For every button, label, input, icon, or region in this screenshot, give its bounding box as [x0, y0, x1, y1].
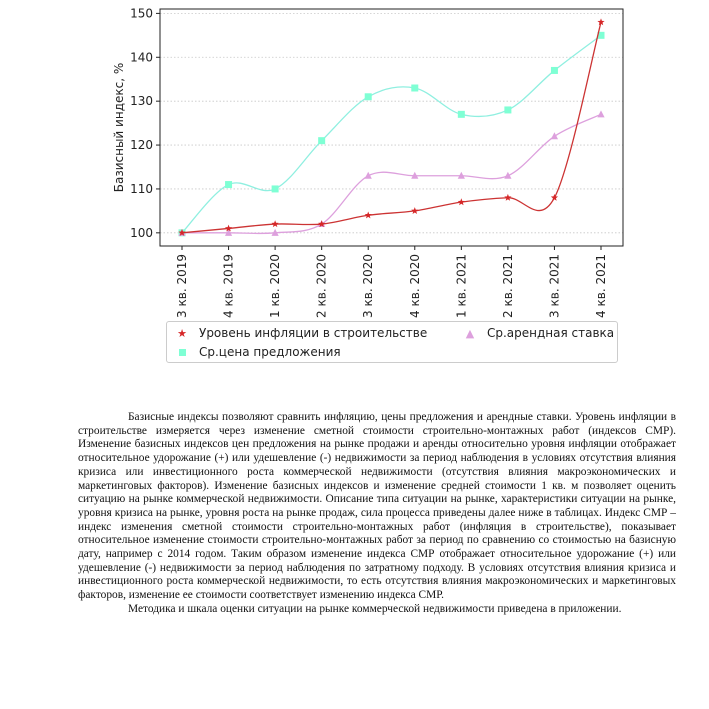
paragraph: Базисные индексы позволяют сравнить инфляцию, цены предложения и арендные ставки. Уровень инфляции в строительстве измеряется через изменение сметной стоимости строительно-монтажных работ (индексов СМР). Изменение базисных индексов цен предложения на рынке продажи и аренды относительно уровня инфляции отображает относительное удорожание (+) или удешевление (-) недвижимости за период наблюдения в условиях отсутствия влияния кризиса или инвестиционного роста коммерческой недвижимости (отсутствия влияния макроэкономических и маркетинговых факторов). Изменение базисных индексов и изменение средней стоимости 1 кв. м позволяет оценить ситуацию на рынке коммерческой недвижимости. Описание типа ситуации на рынке, характеристики ситуации на рынке, уровня кризиса на рынке, уровня роста на рынке продаж, сила процесса приведены далее ниже в таблицах. Индекс СМР – индекс изменения сметной стоимости строительно-монтажных работ (инфляция в строительстве), показывает относительное изменение стоимости строительно-монтажных работ за период по сравнению со стоимостью на базисную дату, например с 2014 годом. Таким образом изменение индекса СМР отображает относительное удорожание (+) или удешевление (-) недвижимости за период наблюдения по затратному подходу. В условиях отсутствия влияния кризиса и инвестиционного роста коммерческой недвижимости, то есть отсутствия влияния макроэкономических и маркетинговых факторов, изменение ее стоимости соответствует изменению индекса СМР.: [78, 411, 676, 602]
y-tick-label: 140: [130, 50, 153, 65]
y-tick-label: 110: [130, 181, 153, 196]
data-point: [411, 207, 418, 214]
data-point: [597, 110, 604, 117]
data-point: [365, 211, 372, 218]
y-axis-label: Базисный индекс, %: [112, 62, 126, 193]
data-point: [272, 220, 279, 227]
data-point: [458, 198, 465, 205]
legend-label: Ср.арендная ставка: [487, 326, 615, 340]
series-line: [182, 114, 601, 233]
x-tick-label: 4 кв. 2021: [594, 254, 608, 318]
data-point: [272, 185, 279, 192]
x-tick-label: 4 кв. 2019: [221, 254, 236, 318]
plot-frame: [160, 9, 623, 246]
data-point: [551, 194, 558, 201]
series-line: [182, 35, 601, 233]
y-tick-label: 130: [130, 94, 153, 109]
data-point: [458, 111, 465, 118]
data-point: [504, 106, 511, 113]
data-point: [225, 181, 232, 188]
star-marker-icon: ★: [177, 326, 187, 340]
x-tick-label: 3 кв. 2021: [547, 254, 562, 318]
series-line: [182, 22, 601, 233]
x-tick-label: 3 кв. 2020: [361, 254, 376, 318]
legend-label: Ср.цена предложения: [199, 345, 341, 359]
square-marker-icon: [175, 346, 189, 359]
x-tick-label: 3 кв. 2019: [175, 254, 189, 318]
y-tick-label: 100: [130, 225, 153, 240]
y-tick-label: 120: [130, 138, 153, 153]
data-point: [365, 93, 372, 100]
data-point: [551, 132, 558, 139]
data-point: [504, 194, 511, 201]
data-point: [504, 172, 511, 179]
data-point: [411, 85, 418, 92]
data-point: [318, 137, 325, 144]
legend-label: Уровень инфляции в строительстве: [199, 326, 428, 340]
legend-item-price: [175, 345, 341, 359]
y-tick-label: 150: [130, 6, 153, 21]
legend-item-inflation: [175, 326, 427, 340]
x-tick-label: 2 кв. 2021: [500, 254, 515, 318]
x-tick-label: 4 кв. 2020: [407, 254, 422, 318]
x-tick-label: 1 кв. 2021: [454, 254, 469, 318]
chart-legend: [166, 321, 618, 363]
x-tick-label: 1 кв. 2020: [268, 254, 283, 318]
x-tick-label: 2 кв. 2020: [314, 254, 329, 318]
paragraph: Методика и шкала оценки ситуации на рынке коммерческой недвижимости приведена в приложении.: [128, 602, 622, 615]
triangle-marker-icon: ▲: [465, 326, 475, 340]
body-text: [78, 411, 676, 617]
data-point: [551, 67, 558, 74]
legend-item-rent: [463, 326, 614, 340]
